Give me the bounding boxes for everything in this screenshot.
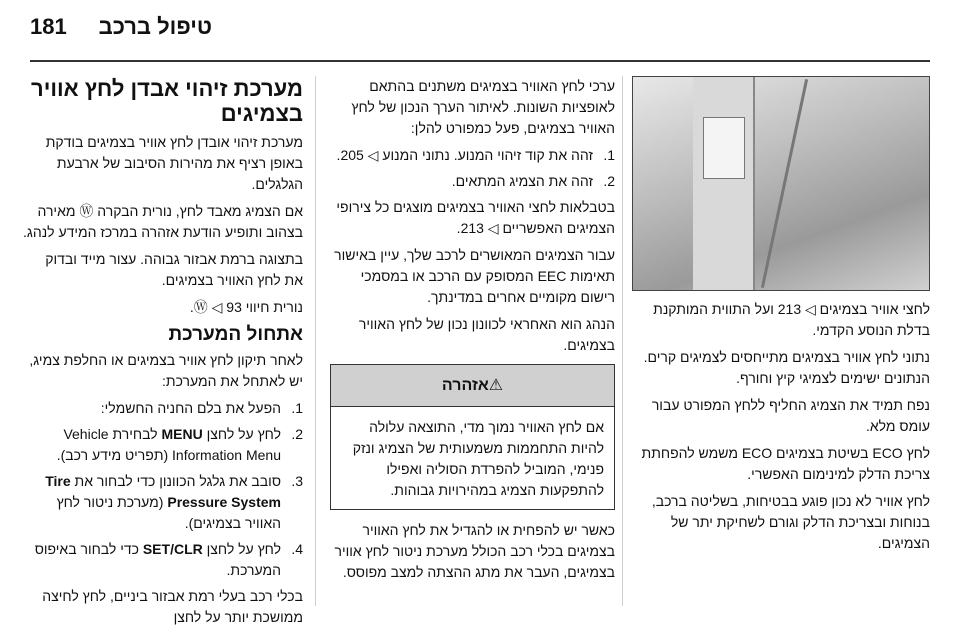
- paragraph: בתצוגה ברמת אבזור גבוהה. עצור מייד ובדוק את לחץ האוויר בצמיגים.: [45, 251, 303, 288]
- step-number: 2.: [603, 173, 615, 189]
- paragraph: נורית חיווי Ⓦ ◁ 93.: [189, 299, 303, 315]
- paragraph: לחץ אוויר לא נכון פוגע בבטיחות, בשליטה ברכב, בנוחות ובצריכת הדלק וגורם לשחיקת יתר של הצמיגים.: [651, 493, 930, 551]
- column-divider: [622, 76, 623, 606]
- step-number: 2.: [291, 426, 303, 442]
- paragraph: לחצי אוויר בצמיגים ◁ 213 ועל התווית המותקנת בדלת הנוסע הקדמי.: [653, 301, 930, 338]
- paragraph: אם הצמיג מאבד לחץ, נורית הבקרה Ⓦ מאירה בצהוב ותופיע הודעת אזהרה במרכז המידע לנהג.: [23, 203, 303, 240]
- column-right: [632, 76, 930, 560]
- step-text: לחץ על לחצן: [202, 541, 281, 557]
- list-item: [23, 539, 303, 581]
- step-text: סובב את גלגל הכוונון כדי לבחור את: [70, 473, 281, 489]
- door-pillar-shape: [693, 77, 755, 290]
- warning-text: אם לחץ האוויר נמוך מדי, התוצאה עלולה להיות התחממות משמעותית של הצמיג ונזק פנימי, המוביל להפרדת הסוליה ואפילו להתפקעות הצמיג במהירויות גבוהות.: [352, 419, 604, 498]
- running-title: טיפול ברכב: [98, 14, 212, 39]
- steps-list: [23, 398, 303, 581]
- step-bold-text: SET/CLR: [142, 541, 203, 557]
- warning-title: ⚠אזהרה: [331, 365, 614, 407]
- step-number: 1.: [603, 147, 615, 163]
- door-pillar-photo: [632, 76, 930, 291]
- column-middle: [330, 76, 615, 589]
- step-bold-text: MENU: [161, 426, 203, 442]
- step-text: (מערכת ניטור לחץ האוויר בצמיגים).: [56, 494, 281, 531]
- steps-list: [330, 145, 615, 192]
- list-item: [23, 398, 303, 419]
- list-item: [330, 145, 615, 166]
- subsection-title: אתחול המערכת: [168, 324, 303, 345]
- door-edge-line: [761, 79, 808, 288]
- step-text: לחץ על לחצן: [202, 426, 281, 442]
- column-divider: [315, 76, 316, 606]
- tyre-label-sticker: [703, 117, 745, 179]
- list-item: [23, 424, 303, 466]
- page-header: [0, 0, 960, 62]
- paragraph: הנהג הוא האחראי לכוונון נכון של לחץ האוויר בצמיגים.: [358, 316, 615, 353]
- paragraph: בטבלאות לחצי האוויר בצמיגים מוצגים כל צירופי הצמיגים האפשריים ◁ 213.: [336, 199, 615, 236]
- step-text: לבחירת Vehicle Information Menu (תפריט מידע רכב).: [56, 426, 281, 463]
- header-rule: [30, 60, 930, 62]
- paragraph: נתוני לחץ אוויר בצמיגים מתייחסים לצמיגים קרים. הנתונים ישימים לצמיגי קיץ וחורף.: [643, 349, 930, 386]
- paragraph: עבור הצמיגים המאושרים לרכב שלך, עיין באישור תאימות EEC המסופק עם הרכב או במסמכי רישום מקומיים אחרים במדינתך.: [334, 247, 615, 305]
- list-item: [23, 471, 303, 534]
- paragraph: בכלי רכב בעלי רמת אבזור ביניים, לחץ לחיצה ממושכת יותר על לחצן: [42, 588, 303, 625]
- paragraph: לאחר תיקון לחץ אוויר בצמיגים או החלפת צמיג, יש לאתחל את המערכת:: [29, 352, 303, 389]
- step-number: 1.: [291, 400, 303, 416]
- paragraph: מערכת זיהוי אובדן לחץ אוויר בצמיגים בודקת באופן רציף את מהירות הסיבוב של ארבעת הגלגלים.: [45, 134, 303, 192]
- warning-box: [330, 364, 615, 510]
- page-number: 181: [30, 14, 67, 39]
- paragraph: כאשר יש להפחית או להגדיל את לחץ האוויר בצמיגים בכלי רכב הכולל מערכת ניטור לחץ אוויר בצמיגים, העבר את מתג ההצתה למצב מפוסס.: [334, 522, 615, 580]
- section-title: מערכת זיהוי אבדן לחץ אוויר בצמיגים: [31, 76, 303, 126]
- list-item: [330, 171, 615, 192]
- step-text: זהה את הצמיג המתאים.: [451, 173, 593, 189]
- step-number: 4.: [291, 541, 303, 557]
- paragraph: לחץ ECO בשיטת בצמיגים ECO משמש להפחתת צריכת הדלק למינימום האפשרי.: [641, 445, 930, 482]
- step-bold-text: Tire Pressure System: [45, 473, 281, 510]
- step-text: הפעל את בלם החניה החשמלי:: [100, 400, 281, 416]
- paragraph: נפח תמיד את הצמיג החליף ללחץ המפורט עבור עומס מלא.: [651, 397, 930, 434]
- paragraph: ערכי לחץ האוויר בצמיגים משתנים בהתאם לאופציות השונות. לאיתור הערך הנכון של לחץ האוויר בצמיגים, פעל כמפורט להלן:: [351, 78, 615, 136]
- step-number: 3.: [291, 473, 303, 489]
- step-text: כדי לבחור באיפוס המערכת.: [34, 541, 281, 578]
- step-text: זהה את קוד זיהוי המנוע. נתוני המנוע ◁ 205.: [336, 147, 593, 163]
- column-left: [23, 76, 303, 634]
